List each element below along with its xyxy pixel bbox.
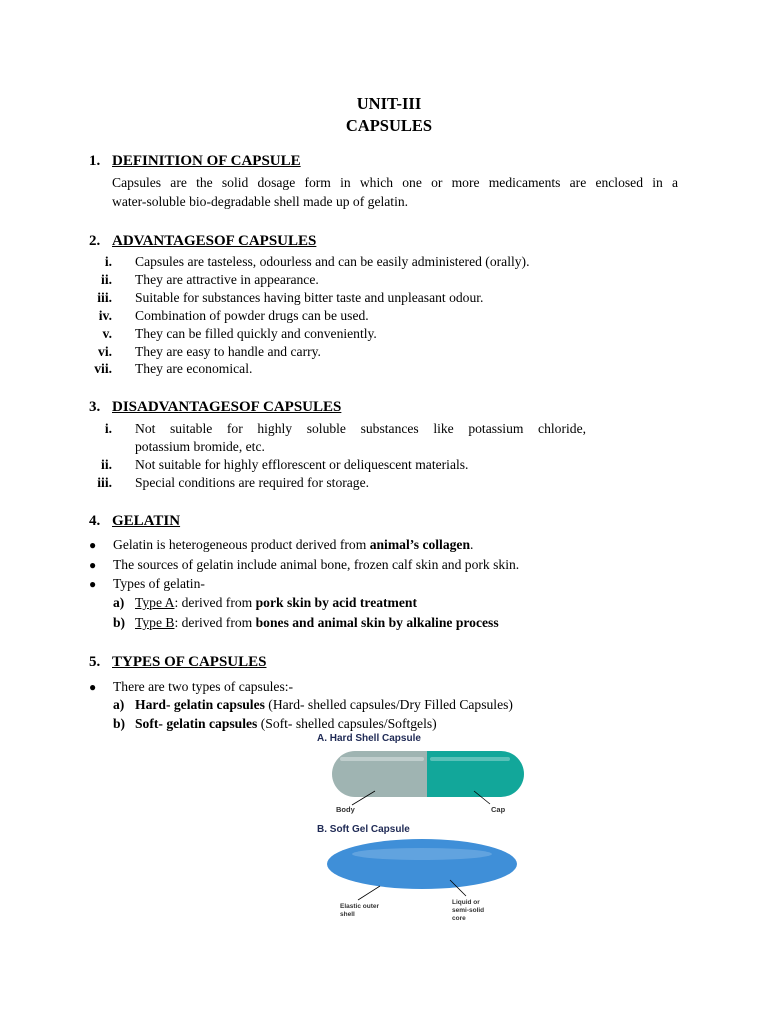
section-heading-types [89, 654, 266, 671]
section-number: 5. [89, 654, 101, 670]
section-number: 3. [89, 399, 101, 415]
core-label-1: Liquid or [452, 899, 480, 906]
list-item: Combination of powder drugs can be used. [135, 308, 369, 323]
soft-gel-shape [327, 839, 517, 889]
capsule-type-hard: a) Hard- gelatin capsules (Hard- shelled capsules/Dry Filled Capsules) [113, 697, 513, 712]
shell-pointer-line [358, 886, 380, 900]
bullet-text: There are two types of capsules:- [113, 679, 294, 694]
cap-highlight [430, 757, 510, 761]
list-item: Special conditions are required for storage. [135, 475, 370, 490]
section-title: ADVANTAGESOF CAPSULES [112, 233, 317, 249]
unit-label: UNIT-III [356, 94, 422, 113]
section-title: TYPES OF CAPSULES [112, 654, 267, 670]
hard-capsule-illustration [332, 751, 524, 797]
list-numeral: iv. [98, 308, 112, 323]
list-numeral: v. [102, 326, 112, 341]
section-title: DISADVANTAGESOF CAPSULES [112, 399, 342, 415]
list-item: They are economical. [135, 361, 253, 376]
hard-capsule-title: A. Hard Shell Capsule [317, 733, 421, 744]
section-heading-definition [89, 153, 301, 170]
capsule-type-soft: b) Soft- gelatin capsules (Soft- shelled capsules/Softgels) [113, 716, 437, 731]
list-numeral: vii. [94, 361, 112, 376]
list-numeral: ii. [101, 272, 112, 287]
page-title: CAPSULES [345, 116, 433, 135]
list-numeral: iii. [97, 290, 112, 305]
gelatin-type-b: b) Type B: derived from bones and animal skin by alkaline process [113, 615, 499, 630]
capsule-diagram [300, 728, 530, 928]
section-heading-disadvantages [89, 399, 341, 416]
definition-line-1: Capsules are the solid dosage form in which one or more medicaments are enclosed in a [112, 175, 678, 190]
list-item: Not suitable for highly soluble substances like potassium chloride, [135, 421, 586, 436]
core-label-2: semi-solid [452, 907, 485, 914]
section-heading-gelatin [89, 513, 180, 530]
section-heading-advantages [89, 233, 316, 250]
bullet-dot: ● [89, 577, 97, 591]
body-highlight [340, 757, 424, 761]
list-numeral: ii. [101, 457, 112, 472]
section-title: DEFINITION OF CAPSULE [112, 153, 301, 169]
list-numeral: vi. [98, 344, 112, 359]
section-number: 2. [89, 233, 101, 249]
list-numeral: iii. [97, 475, 112, 490]
outer-shell-label-1: Elastic outer [340, 903, 380, 910]
list-item: They are easy to handle and carry. [135, 344, 321, 359]
cap-label: Cap [491, 805, 506, 814]
bullet-text: Gelatin is heterogeneous product derived from animal’s collagen. [113, 537, 474, 552]
section-title: GELATIN [112, 513, 181, 529]
bullet-dot: ● [89, 538, 97, 552]
soft-capsule-title: B. Soft Gel Capsule [317, 824, 410, 835]
bullet-text: The sources of gelatin include animal bone, frozen calf skin and pork skin. [113, 557, 520, 572]
definition-line-2: water-soluble bio-degradable shell made up of gelatin. [112, 194, 409, 209]
list-item: Suitable for substances having bitter taste and unpleasant odour. [135, 290, 484, 305]
section-number: 1. [89, 153, 101, 169]
soft-gel-highlight [352, 848, 492, 860]
list-item: They can be filled quickly and conveniently. [135, 326, 377, 341]
outer-shell-label-2: shell [340, 911, 355, 918]
bullet-dot: ● [89, 680, 97, 694]
gelatin-type-a: a) Type A: derived from pork skin by acid treatment [113, 595, 417, 610]
bullet-text: Types of gelatin- [113, 576, 205, 591]
bullet-dot: ● [89, 558, 97, 572]
body-label: Body [336, 805, 355, 814]
core-label-3: core [452, 915, 466, 922]
list-numeral: i. [104, 421, 112, 436]
list-item: Capsules are tasteless, odourless and can be easily administered (orally). [135, 254, 530, 269]
list-item: They are attractive in appearance. [135, 272, 319, 287]
list-item: Not suitable for highly efflorescent or deliquescent materials. [135, 457, 469, 472]
section-number: 4. [89, 513, 101, 529]
list-numeral: i. [104, 254, 112, 269]
list-item-continued: potassium bromide, etc. [135, 439, 265, 454]
